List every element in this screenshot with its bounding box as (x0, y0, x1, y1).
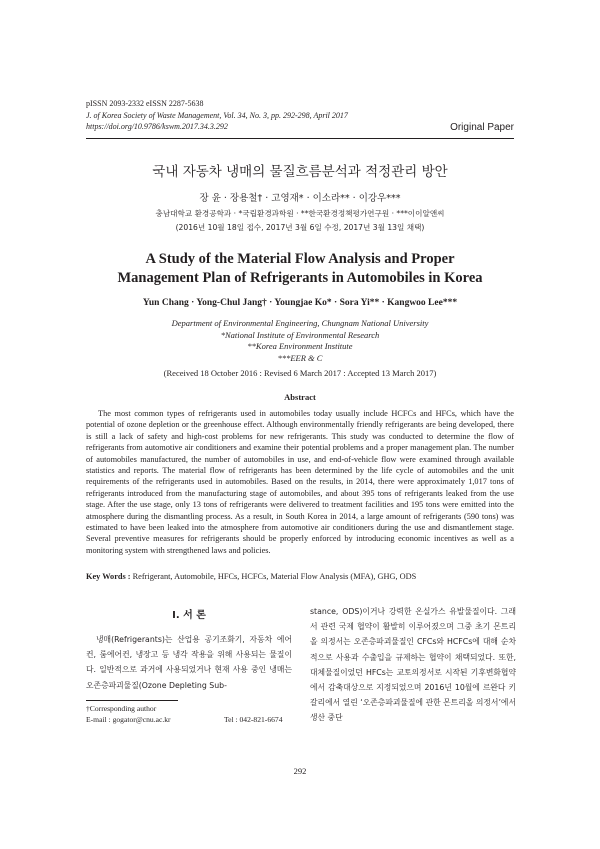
abstract-text: The most common types of refrigerants used in automobiles today usually include HCFCs and HFCs, which have the potential of ozone depletion or the greenhouse effect. Although environmentally friendly refrigerants are being developed, there is still a lack of safety and high-cost problems for new refrigerants. This study was conducted to determine the flow of refrigerants from automotive air conditioners and examine their potential problems and a proper management plan. The number of automobiles manufactured, the number of automobiles in use, and end-of-vehicle flow were examined through available statistics and reports. The material flow of refrigerants has been determined by the life cycle of automobiles and the unit requirements of the refrigerants used in automobiles. Based on the results, in 2014, there were approximately 1,017 tons of refrigerants introduced from the manufacturing stage of automobiles, and about 395 tons of refrigerants leaked from the use stage. After the use stage, only 13 tons of refrigerants were delivered to treatment facilities and 195 tons were emitted into the atmosphere during the dismantling process. As a result, in South Korea in 2014, a large amount of refrigerants (590 tons) was estimated to have been leaked into the atmosphere from automotive air conditioners during the use and dismantlement stage. Several preventive measures for refrigerants should be properly enforced by introducing economic incentives as well as a monitoring system with strengthened laws and policies. (86, 409, 514, 555)
keywords-label: Key Words : (86, 572, 131, 581)
affiliation-line: ***EER & C (277, 352, 323, 363)
journal-citation: J. of Korea Society of Waste Management, Vol. 34, No. 3, pp. 292-298, April 2017 (86, 110, 348, 120)
korean-authors: 장 윤 · 장용철† · 고영재* · 이소라** · 이강우*** (199, 193, 401, 204)
footnote (86, 703, 283, 725)
author-email: E-mail : gogator@cnu.ac.kr (86, 715, 171, 724)
korean-title: 국내 자동차 냉매의 물질흐름분석과 적정관리 방안 (152, 164, 448, 180)
body-left-column: 냉매(Refrigerants)는 산업용 공기조화기, 자동차 에어컨, 룸에어컨, 냉장고 등 냉각 작용을 위해 사용되는 물질이다. 일반적으로 과거에 사용되었거나 현재 사용 중인 냉매는 오존층파괴물질(Ozone Depleting Sub- (86, 635, 292, 690)
received-dates: (Received 18 October 2016 : Revised 6 March 2017 : Accepted 13 March 2017) (163, 368, 437, 378)
journal-header (86, 98, 348, 133)
article-type: Original Paper (450, 122, 514, 133)
author-tel: Tel : 042-821-6674 (224, 715, 283, 724)
page-number: 292 (293, 766, 307, 776)
english-authors: Yun Chang · Yong-Chul Jang† · Youngjae Ko* · Sora Yi** · Kangwoo Lee*** (142, 298, 458, 308)
korean-dates: (2016년 10월 18일 접수, 2017년 3월 6일 수정, 2017년 3월 13일 채택) (175, 223, 425, 232)
keywords (86, 572, 514, 581)
corresponding-author: †Corresponding author (86, 704, 157, 713)
issn: pISSN 2093-2332 eISSN 2287-5638 (86, 99, 204, 108)
english-title: A Study of the Material Flow Analysis and Proper Management Plan of Refrigerants in Automobiles in Korea (117, 251, 483, 286)
abstract-heading: Abstract (284, 392, 316, 402)
body-right-column: stance, ODS)이거나 강력한 온실가스 유발물질이다. 그래서 관련 국제 협약이 활발히 이루어졌으며 그중 초기 몬트리올 의정서는 오존층파괴물질인 CFCs와 HCFCs에 대해 순차적으로 사용과 수출입을 규제하는 협약이 채택되었다. 또한, 대체물질이었던 HFCs는 교토의정서로 시작된 기후변화협약에서 감축대상으로 지정되었으며 2016년 10월에 르완다 키갈리에서 열린 ‘오존층파괴물질에 관한 몬트리올 의정서’에서 생산 중단 (310, 607, 516, 723)
keywords-text: Refrigerant, Automobile, HFCs, HCFCs, Material Flow Analysis (MFA), GHG, ODS (132, 572, 417, 581)
korean-affiliations: 충남대학교 환경공학과 · *국립환경과학원 · **한국환경정책평가연구원 · ***이이알앤씨 (155, 209, 445, 218)
doi-link[interactable]: https://doi.org/10.9786/kswm.2017.34.3.292 (86, 122, 228, 131)
footnote-divider (86, 700, 178, 701)
affiliation-line: **Korea Environment Institute (247, 341, 353, 351)
english-affiliations (86, 318, 514, 364)
section-heading: I. 서 론 (172, 610, 206, 621)
affiliation-line: Department of Environmental Engineering, Chungnam National University (171, 318, 429, 328)
header-divider (86, 138, 514, 139)
affiliation-line: *National Institute of Environmental Research (220, 329, 380, 340)
